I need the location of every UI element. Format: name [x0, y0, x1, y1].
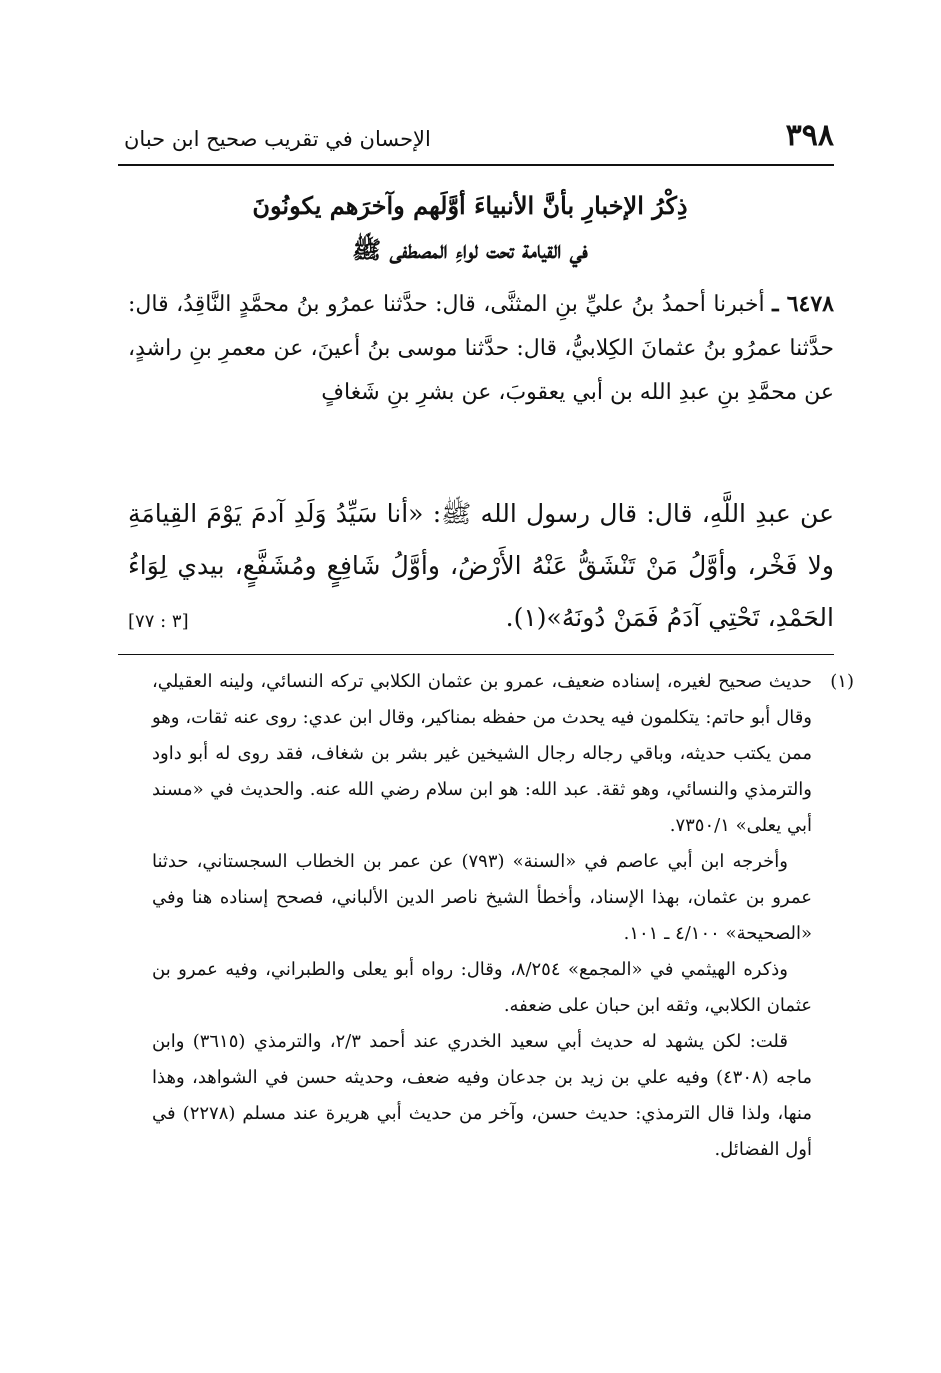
- running-title: الإحسان في تقريب صحيح ابن حبان: [124, 127, 431, 151]
- chapter-heading: [150, 184, 790, 272]
- hadith-matn: [128, 488, 834, 648]
- footnote: [152, 664, 852, 1168]
- footnote-paragraph: وذكره الهيثمي في «المجمع» ٨/٢٥٤، وقال: رواه أبو يعلى والطبراني، وفيه عمرو بن عثمان الكلابي، وثقه ابن حبان على ضعفه.: [152, 959, 812, 1016]
- matn-text: عن عبدِ اللَّهِ، قال: قال رسول الله ﷺ: «أنا سَيِّدُ وَلَدِ آدمَ يَوْمَ القِيامَةِ ولا فَخْر، وأوَّلُ مَنْ تَنْشَقُّ عَنْهُ الأَرْضُ، وأوَّلُ شَافِعٍ ومُشَفَّعٍ، بيدي لِوَاءُ الحَمْدِ، تَحْتِي آدَمُ فَمَنْ دُونَهُ»(١).: [128, 499, 834, 632]
- footnote-body: [152, 664, 852, 1168]
- page-header: [118, 112, 834, 164]
- footnote-paragraph: وأخرجه ابن أبي عاصم في «السنة» (٧٩٣) عن عمر بن الخطاب السجستاني، حدثنا عمرو بن عثمان، بهذا الإسناد، وأخطأ الشيخ ناصر الدين الألباني، فصحح إسناده هنا وفي «الصحيحة» ٤/١٠٠ ـ ١٠١.: [152, 851, 812, 944]
- footnote-marker: (١): [830, 671, 854, 692]
- page-number: ٣٩٨: [785, 118, 834, 153]
- chapter-heading-line-2: في القيامة تحت لواءِ المصطفى ﷺ: [352, 235, 588, 264]
- hadith-number: ٦٤٧٨ ـ: [772, 291, 834, 317]
- chapter-heading-line-1: ذِكْرُ الإخبارِ بأنَّ الأنبياءَ أوَّلَهم وآخرَهم يكونُونَ: [252, 191, 688, 220]
- footnotes: [152, 664, 852, 1168]
- header-rule: [118, 164, 834, 166]
- footnote-paragraph: حديث صحيح لغيره، إسناده ضعيف، عمرو بن عثمان الكلابي تركه النسائي، ولينه العقيلي، وقال أبو حاتم: يتكلمون فيه يحدث من حفظه بمناكير، وقال ابن عدي: روى عنه ثقات، وهو ممن يكتب حديثه، وباقي رجاله رجال الشيخين غير بشر بن شغاف، فقد روى له أبو داود والترمذي والنسائي، وهو ثقة. عبد الله: هو ابن سلام رضي الله عنه. والحديث في «مسند أبي يعلى» ٧٣٥٠/١.: [152, 671, 812, 836]
- footnote-paragraph: قلت: لكن يشهد له حديث أبي سعيد الخدري عند أحمد ٢/٣، والترمذي (٣٦١٥) وابن ماجه (٤٣٠٨) وفيه علي بن زيد بن جدعان وفيه ضعف، وحديثه حسن في الشواهد، وهذا منها، ولذا قال الترمذي: حديث حسن، وآخر من حديث أبي هريرة عند مسلم (٢٢٧٨) في أول الفضائل.: [152, 1031, 812, 1160]
- hadith-isnad: [128, 282, 834, 415]
- footnote-separator: [118, 654, 834, 655]
- hadith-reference: [٣ : ٧٧]: [128, 611, 189, 632]
- isnad-text: أخبرنا أحمدُ بنُ عليِّ بنِ المثنَّى، قال: حدَّثنا عمرُو بنُ محمَّدٍ النَّاقِدُ، قال: حدَّثنا عمرُو بنُ عثمانَ الكِلابيُّ، قال: حدَّثنا موسى بنُ أعينَ، عن معمرِ بنِ راشدٍ، عن محمَّدِ بنِ عبدِ الله بن أبي يعقوبَ، عن بشرِ بنِ شَغافٍ: [128, 292, 834, 405]
